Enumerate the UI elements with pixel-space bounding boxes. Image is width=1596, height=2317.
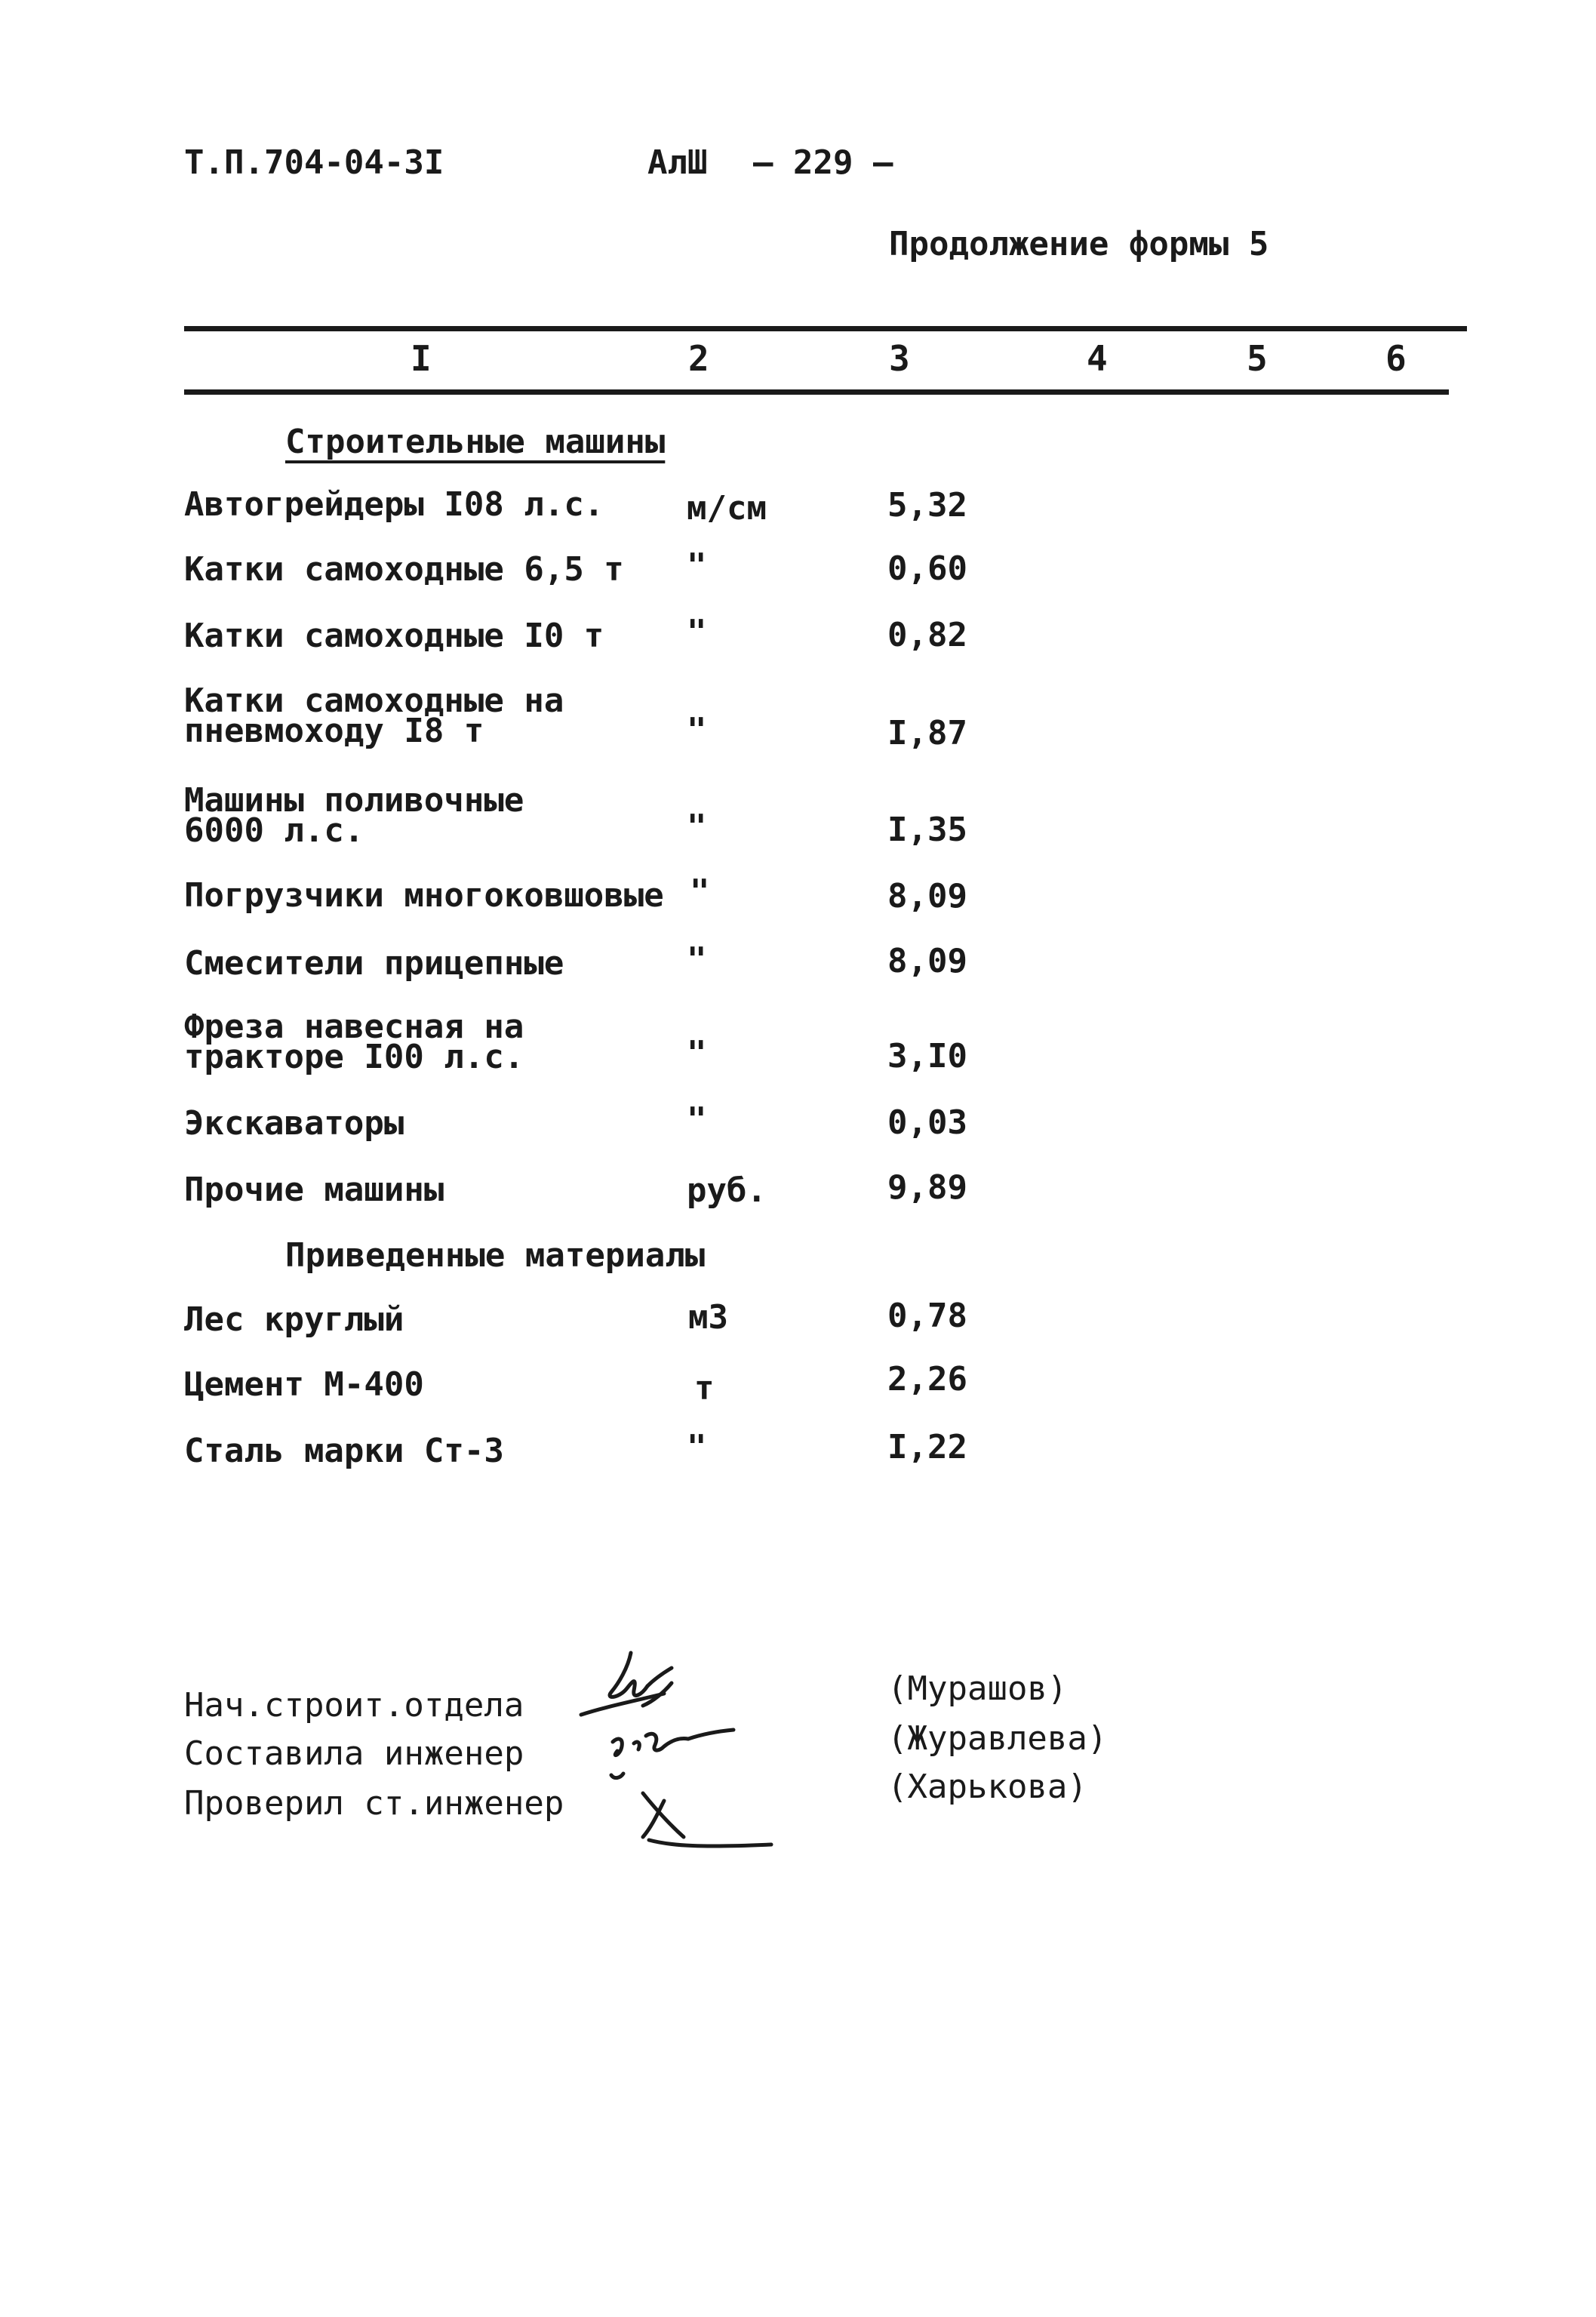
- row-value: I,35: [887, 811, 967, 849]
- signature-name-compiler: (Журавлева): [887, 1719, 1108, 1758]
- row-name: Прочие машины: [184, 1171, 444, 1209]
- section-title-materials: Приведенные материалы: [285, 1236, 706, 1275]
- page-number: — 229 —: [753, 143, 893, 182]
- row-value: 0,60: [887, 549, 967, 588]
- row-value: I,87: [887, 714, 967, 752]
- column-header-6: 6: [1385, 338, 1407, 379]
- row-value: I,22: [887, 1428, 967, 1466]
- row-name-line-1: Катки самоходные на: [184, 682, 564, 720]
- handwritten-signatures: [558, 1645, 800, 1857]
- row-name: Катки самоходные 6,5 т: [184, 550, 624, 589]
- row-value: 2,26: [887, 1360, 967, 1399]
- row-value: 0,03: [887, 1103, 967, 1142]
- row-value: 0,82: [887, 616, 967, 654]
- row-value: 8,09: [887, 942, 967, 980]
- row-name: Погрузчики многоковшовые: [184, 876, 664, 915]
- signature-name-checker: (Харькова): [887, 1768, 1087, 1806]
- signature-name-head: (Мурашов): [887, 1669, 1068, 1708]
- table-top-rule: [184, 326, 1467, 331]
- row-value: 0,78: [887, 1297, 967, 1335]
- row-unit: ": [687, 613, 707, 651]
- row-name-line-2: 6000 л.с.: [184, 811, 364, 850]
- row-name-line-2: тракторе I00 л.с.: [184, 1038, 524, 1076]
- row-value: 9,89: [887, 1168, 967, 1207]
- row-name-line-1: Фреза навесная на: [184, 1008, 524, 1046]
- row-name: Катки самоходные I0 т: [184, 617, 604, 655]
- row-name: Цемент М-400: [184, 1365, 424, 1404]
- row-unit: руб.: [687, 1171, 767, 1210]
- section-title-machines: Строительные машины: [285, 423, 666, 461]
- row-unit: ": [687, 546, 707, 585]
- row-name: Автогрейдеры I08 л.с.: [184, 485, 604, 524]
- form-continuation-title: Продолжение формы 5: [889, 225, 1269, 263]
- album-code: АлШ: [647, 143, 708, 182]
- row-name: Сталь марки Ст-3: [184, 1432, 504, 1470]
- signature-role-checker: Проверил ст.инженер: [184, 1784, 564, 1823]
- row-name: Экскаваторы: [184, 1104, 404, 1143]
- row-unit: ": [690, 872, 710, 911]
- row-value: 3,I0: [887, 1037, 967, 1075]
- row-unit: м3: [688, 1298, 728, 1337]
- row-unit: ": [687, 808, 707, 846]
- document-code: Т.П.704-04-3I: [184, 143, 444, 182]
- row-unit: ": [687, 1428, 707, 1466]
- row-unit: ": [687, 940, 707, 979]
- table-header-rule: [184, 389, 1449, 395]
- row-value: 8,09: [887, 877, 967, 915]
- row-unit: т: [694, 1369, 715, 1408]
- signature-role-head: Нач.строит.отдела: [184, 1686, 524, 1725]
- column-header-5: 5: [1247, 338, 1268, 379]
- row-unit: ": [687, 711, 707, 749]
- row-name: Смесители прицепные: [184, 944, 564, 983]
- row-name-line-2: пневмоходу I8 т: [184, 712, 484, 750]
- row-name: Лес круглый: [184, 1300, 404, 1339]
- row-value: 5,32: [887, 486, 967, 525]
- row-unit: м/см: [687, 489, 767, 528]
- column-header-1: I: [411, 338, 432, 379]
- row-name-line-1: Машины поливочные: [184, 781, 524, 820]
- signature-role-compiler: Составила инженер: [184, 1734, 524, 1773]
- column-header-3: 3: [889, 338, 910, 379]
- column-header-4: 4: [1087, 338, 1108, 379]
- row-unit: ": [687, 1034, 707, 1072]
- row-unit: ": [687, 1100, 707, 1139]
- column-header-2: 2: [688, 338, 709, 379]
